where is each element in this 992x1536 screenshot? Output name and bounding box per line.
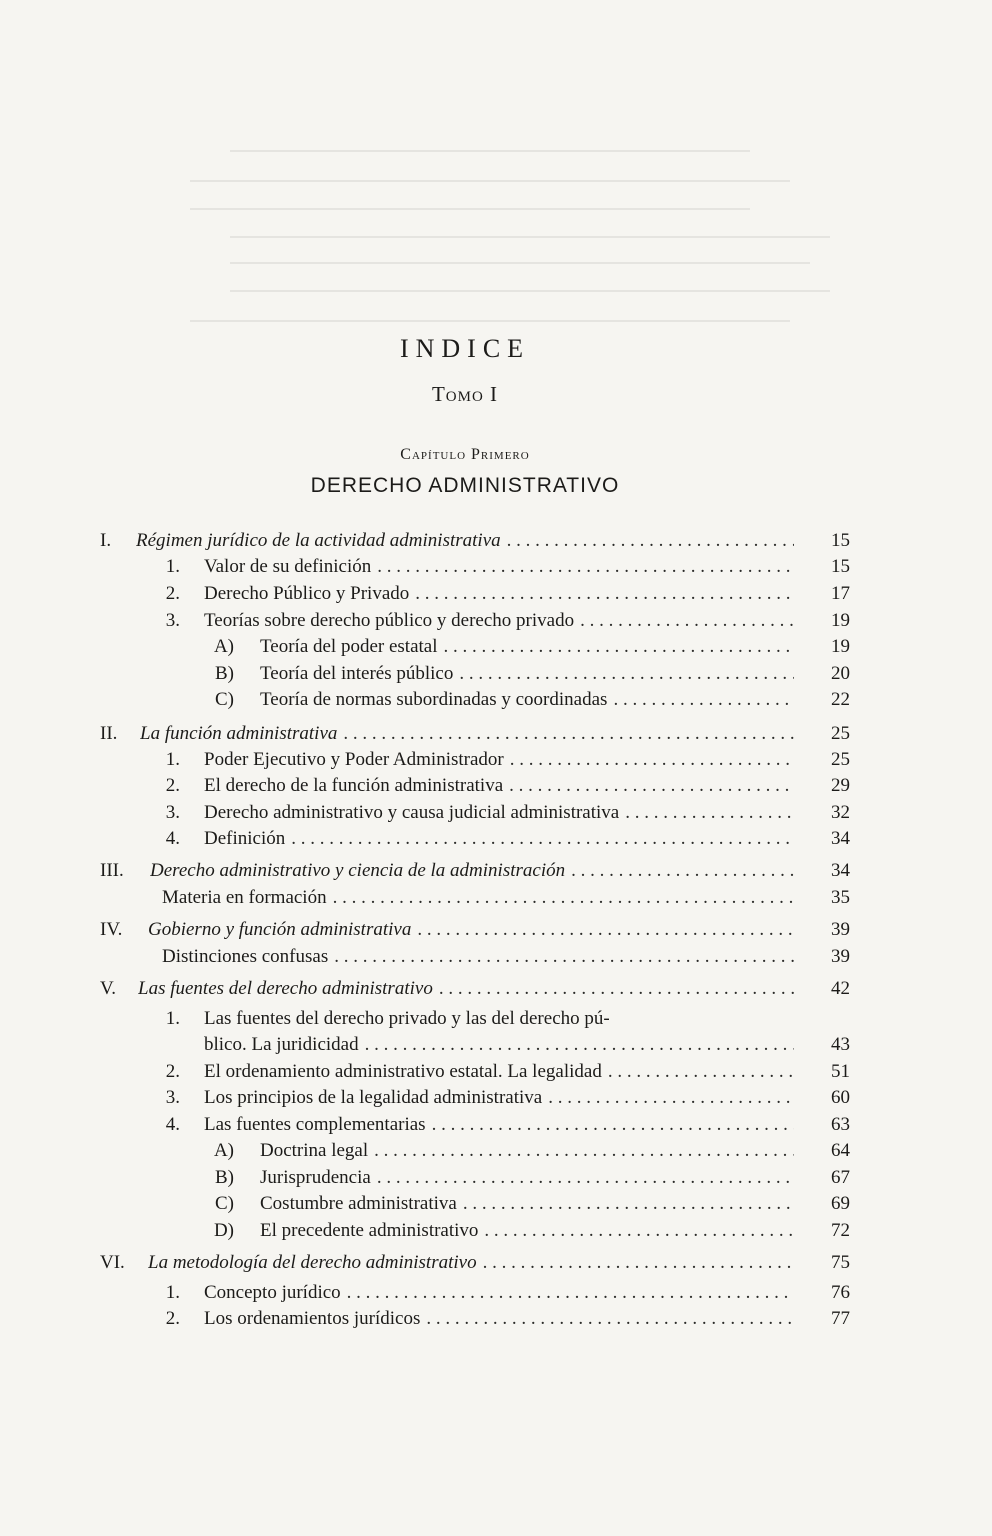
toc-item-row [0,581,992,607]
chapter-label: Capítulo Primero [400,446,530,463]
toc-number: 2. [165,1061,180,1082]
toc-page: 39 [831,946,850,967]
toc-subitem-row [0,634,992,660]
toc-number: 1. [165,556,180,577]
toc-page: 72 [831,1220,850,1241]
toc-number: A) [213,636,234,657]
chapter-title: DERECHO ADMINISTRATIVO [310,474,620,497]
toc-page: 75 [831,1252,850,1273]
toc-item-row [0,1112,992,1138]
toc-number: 2. [165,583,180,604]
bleed-through-text [0,0,992,380]
toc-number: 3. [165,610,180,631]
toc-number: II. [100,723,118,744]
toc-title: Poder Ejecutivo y Poder Administrador [204,749,504,770]
toc-page: 34 [831,860,850,881]
toc-title: La metodología del derecho administrativo [148,1252,477,1273]
toc-page: 20 [831,663,850,684]
toc-title: Teoría de normas subordinadas y coordinadas [260,689,608,710]
toc-item-row [0,1280,992,1306]
toc-page: 17 [831,583,850,604]
toc-page: 22 [831,689,850,710]
toc-number: IV. [100,919,123,940]
toc-item-row [0,554,992,580]
toc-title: El ordenamiento administrativo estatal. La legalidad [204,1061,602,1082]
toc-page: 43 [831,1034,850,1055]
toc-title: Teoría del interés público [260,663,454,684]
toc-title: El derecho de la función administrativa [204,775,504,796]
toc-subitem-row [0,687,992,713]
toc-title: Gobierno y función administrativa [148,919,412,940]
toc-page: 51 [831,1061,850,1082]
toc-title: Los ordenamientos jurídicos [204,1308,421,1329]
toc-page: 19 [831,610,850,631]
toc-title: Derecho administrativo y causa judicial administrativa [204,802,620,823]
toc-item-row [0,608,992,634]
toc-section-row [0,1250,992,1276]
toc-page: 67 [831,1167,850,1188]
toc-number: B) [215,1167,234,1188]
toc-number: 4. [165,1114,180,1135]
toc-title: Doctrina legal [260,1140,369,1161]
toc-number: C) [215,689,234,710]
toc-title: Las fuentes del derecho administrativo [138,978,433,999]
toc-item-row [0,1306,992,1332]
toc-number: 3. [165,1087,180,1108]
toc-title: Las fuentes del derecho privado y las del derecho pú- [204,1008,610,1029]
toc-title: Régimen jurídico de la actividad administrativa [136,530,501,551]
toc-item-row [0,1059,992,1085]
toc-page: 32 [831,802,850,823]
toc-title: Materia en formación [162,887,327,908]
toc-number: 1. [165,749,180,770]
toc-page: 42 [831,978,850,999]
toc-number: 2. [165,775,180,796]
toc-title: Definición [204,828,286,849]
toc-title: Concepto jurídico [204,1282,341,1303]
toc-page: 64 [831,1140,850,1161]
toc-item-row [0,944,992,970]
toc-subitem-row [0,1165,992,1191]
toc-page: 35 [831,887,850,908]
toc-page: 15 [831,556,850,577]
toc-subitem-row [0,1218,992,1244]
index-title: INDICE [399,334,531,363]
toc-section-row [0,721,992,747]
toc-item-row [0,885,992,911]
toc-number: B) [215,663,234,684]
toc-number: 1. [165,1282,180,1303]
toc-item-row [0,800,992,826]
toc-page: 19 [831,636,850,657]
toc-item-row [0,747,992,773]
toc-title: Jurisprudencia [260,1167,371,1188]
toc-number: 2. [165,1308,180,1329]
toc-title: Los principios de la legalidad administrativa [204,1087,543,1108]
toc-subitem-row [0,661,992,687]
toc-item-continuation [0,1032,992,1058]
toc-item-row [0,1006,992,1032]
toc-title: Derecho administrativo y ciencia de la administración [150,860,566,881]
toc-section-row [0,976,992,1002]
toc-page: 15 [831,530,850,551]
toc-subitem-row [0,1191,992,1217]
toc-page: 39 [831,919,850,940]
toc-page: 77 [831,1308,850,1329]
toc-title: Las fuentes complementarias [204,1114,426,1135]
toc-subitem-row [0,1138,992,1164]
toc-title: Valor de su definición [204,556,372,577]
toc-number: VI. [100,1252,125,1273]
toc-page: 76 [831,1282,850,1303]
toc-section-row [0,917,992,943]
toc-title: Teoría del poder estatal [260,636,438,657]
toc-title: blico. La juridicidad [204,1034,359,1055]
toc-number: 3. [165,802,180,823]
toc-page: 63 [831,1114,850,1135]
toc-section-row [0,858,992,884]
toc-page: 29 [831,775,850,796]
toc-number: III. [100,860,124,881]
toc-title: El precedente administrativo [260,1220,479,1241]
toc-item-row [0,1085,992,1111]
toc-title: Costumbre administrativa [260,1193,457,1214]
toc-item-row [0,773,992,799]
toc-number: A) [213,1140,234,1161]
toc-page: 25 [831,723,850,744]
toc-section-row [0,528,992,554]
toc-page: 60 [831,1087,850,1108]
toc-page: 69 [831,1193,850,1214]
toc-page: 25 [831,749,850,770]
toc-item-row [0,826,992,852]
toc-title: Derecho Público y Privado [204,583,410,604]
toc-number: V. [100,978,117,999]
toc-number: 1. [165,1008,180,1029]
toc-number: I. [100,530,112,551]
toc-title: Teorías sobre derecho público y derecho privado [204,610,575,631]
toc-title: La función administrativa [140,723,338,744]
toc-number: C) [215,1193,234,1214]
toc-number: 4. [165,828,180,849]
toc-number: D) [213,1220,234,1241]
toc-title: Distinciones confusas [162,946,329,967]
volume-label: Tomo I [431,382,499,406]
toc-page: 34 [831,828,850,849]
